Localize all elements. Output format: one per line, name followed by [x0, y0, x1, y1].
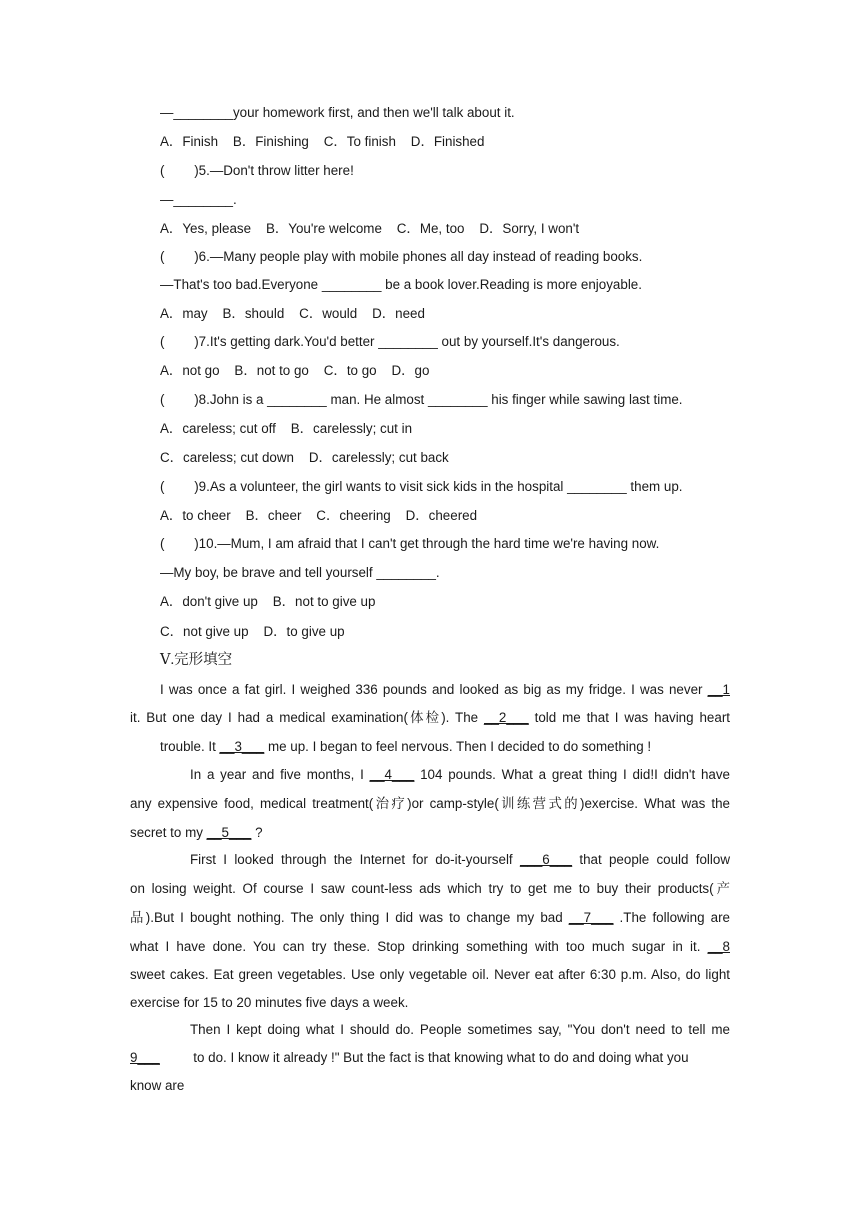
cloze-line-12: exercise for 15 to 20 minutes five days a week.: [130, 995, 409, 1010]
blank-2: __2___: [484, 710, 529, 725]
cloze-line-2: it. But one day I had a medical examination(体检). The __2___ told me that I was having heart: [130, 710, 730, 725]
q6-options: A．may B．should C．would D．need: [160, 306, 425, 321]
blank-4: __4___: [369, 767, 415, 782]
q5-answer-line: —________.: [160, 192, 237, 207]
cloze-line-15: know are: [130, 1078, 185, 1093]
blank-1: __1: [707, 682, 730, 697]
q5-prompt: ( )5.—Don't throw litter here!: [160, 163, 354, 178]
blank-7: __7___: [568, 910, 614, 925]
q4-options: A．Finish B．Finishing C．To finish D．Finished: [160, 134, 485, 149]
cloze-line-7: First I looked through the Internet for do-it-yourself ___6___ that people could follow: [190, 852, 730, 867]
cloze-line-14: 9___ to do. I know it already !" But the fact is that knowing what to do and doing what you: [130, 1050, 689, 1065]
blank-9: 9___: [130, 1050, 160, 1065]
blank-8: __8: [707, 939, 730, 954]
q4-answer-line: —________your homework first, and then we'll talk about it.: [160, 105, 515, 120]
cloze-line-8: on losing weight. Of course I saw count-less ads which try to get me to buy their products(产: [130, 881, 730, 896]
blank-5: __5___: [206, 825, 252, 840]
q10-prompt: ( )10.—Mum, I am afraid that I can't get through the hard time we're having now.: [160, 536, 660, 551]
q7-prompt: ( )7.It's getting dark.You'd better ________ out by yourself.It's dangerous.: [160, 334, 620, 349]
cloze-line-13: Then I kept doing what I should do. People sometimes say, "You don't need to tell me: [190, 1022, 730, 1037]
q8-options-row-2: C．careless; cut down D．carelessly; cut back: [160, 450, 449, 465]
q6-answer-line: —That's too bad.Everyone ________ be a book lover.Reading is more enjoyable.: [160, 277, 642, 292]
cloze-line-6: secret to my __5___ ?: [130, 825, 263, 840]
blank-3: __3___: [219, 739, 265, 754]
q10-options-row-1: A．don't give up B．not to give up: [160, 594, 376, 609]
cloze-line-9: 品).But I bought nothing. The only thing I did was to change my bad __7___ .The following are: [130, 910, 730, 925]
q10-options-row-2: C．not give up D．to give up: [160, 624, 345, 639]
cloze-line-5: any expensive food, medical treatment(治疗)or camp-style(训练营式的)exercise. What was the: [130, 796, 730, 811]
q8-options-row-1: A．careless; cut off B．carelessly; cut in: [160, 421, 413, 436]
cloze-line-4: In a year and five months, I __4___ 104 pounds. What a great thing I did!I didn't have: [190, 767, 730, 782]
q8-prompt: ( )8.John is a ________ man. He almost ________ his finger while sawing last time.: [160, 392, 683, 407]
q7-options: A．not go B．not to go C．to go D．go: [160, 363, 430, 378]
cloze-line-11: sweet cakes. Eat green vegetables. Use only vegetable oil. Never eat after 6:30 p.m. Also, do light: [130, 967, 730, 982]
q10-answer-line: —My boy, be brave and tell yourself ________.: [160, 565, 440, 580]
q9-prompt: ( )9.As a volunteer, the girl wants to visit sick kids in the hospital ________ them up.: [160, 479, 683, 494]
cloze-line-10: what I have done. You can try these. Stop drinking something with too much sugar in it. __8: [130, 939, 730, 954]
blank-6: ___6___: [519, 852, 573, 867]
cloze-line-1: I was once a fat girl. I weighed 336 pounds and looked as big as my fridge. I was never __1: [160, 682, 730, 697]
q6-prompt: ( )6.—Many people play with mobile phones all day instead of reading books.: [160, 249, 643, 264]
cloze-line-3: trouble. It __3___ me up. I began to feel nervous. Then I decided to do something !: [160, 739, 652, 754]
q5-options: A．Yes, please B．You're welcome C．Me, too D．Sorry, I won't: [160, 221, 580, 236]
q9-options: A．to cheer B．cheer C．cheering D．cheered: [160, 508, 478, 523]
section-title: Ⅴ.完形填空: [160, 652, 233, 668]
